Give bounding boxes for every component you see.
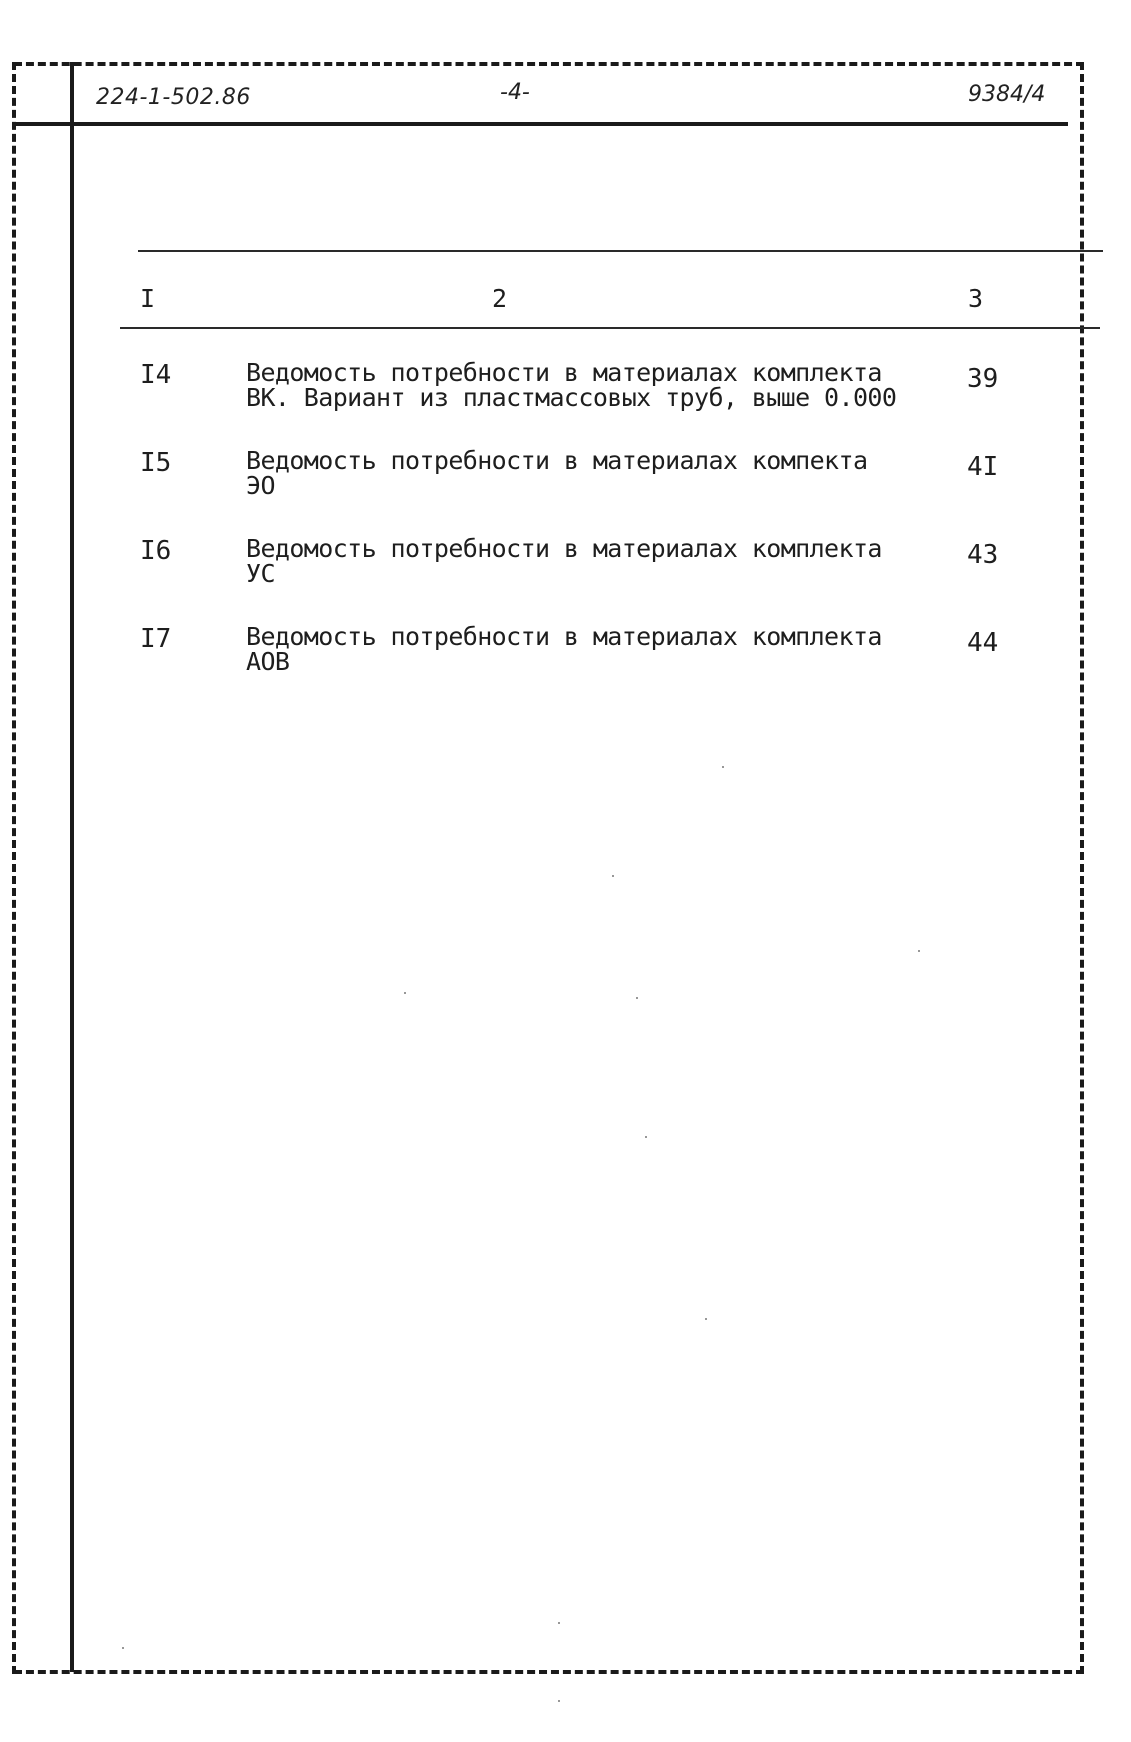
scan-speck: [122, 1647, 124, 1649]
column-header-title: 2: [492, 284, 508, 313]
row-page: 43: [967, 540, 999, 570]
document-code: 224-1-502.86: [96, 85, 251, 110]
row-page: 44: [967, 628, 999, 658]
binding-margin-line: [70, 62, 74, 1672]
table-row: [0, 624, 1131, 684]
column-header-page: 3: [968, 284, 984, 313]
row-page: 4I: [967, 452, 999, 482]
row-number: I7: [140, 624, 172, 654]
table-row: [0, 448, 1131, 508]
row-description-line: Ведомость потребности в материалах комплекта: [246, 534, 882, 563]
row-description: [246, 536, 882, 586]
row-number: I5: [140, 448, 172, 478]
scan-speck: [636, 997, 638, 999]
frame-bottom-border: [14, 1670, 1084, 1674]
frame-top-border: [14, 62, 1084, 66]
row-description-line: Ведомость потребности в материалах комплекта: [246, 358, 882, 387]
row-description-line: Ведомость потребности в материалах компекта: [246, 446, 868, 475]
row-description: [246, 624, 882, 674]
table-row: [0, 536, 1131, 596]
row-description-line: АОВ: [246, 647, 290, 676]
scan-speck: [612, 875, 614, 877]
sheet-reference: 9384/4: [968, 82, 1046, 107]
page-number: -4-: [500, 80, 530, 105]
scan-speck: [705, 1318, 707, 1320]
row-description-line: ЭО: [246, 471, 275, 500]
scan-speck: [722, 766, 724, 768]
row-description-line: Ведомость потребности в материалах комплекта: [246, 622, 882, 651]
row-number: I6: [140, 536, 172, 566]
column-header-number: I: [140, 284, 156, 313]
table-header-rule: [120, 327, 1100, 329]
row-description-line: УС: [246, 559, 275, 588]
row-description-line: ВК. Вариант из пластмассовых труб, выше 0.000: [246, 383, 897, 412]
table-top-rule: [138, 250, 1103, 252]
row-number: I4: [140, 360, 172, 390]
frame-right-border: [1080, 62, 1084, 1674]
row-page: 39: [967, 364, 999, 394]
row-description: [246, 448, 867, 498]
scan-speck: [558, 1700, 560, 1702]
scan-speck: [558, 1622, 560, 1624]
row-description: [246, 360, 896, 410]
header-separator-line: [14, 122, 1068, 126]
frame-left-border: [12, 62, 16, 1674]
scan-speck: [645, 1136, 647, 1138]
scan-speck: [404, 992, 406, 994]
scan-speck: [918, 950, 920, 952]
table-row: [0, 360, 1131, 420]
